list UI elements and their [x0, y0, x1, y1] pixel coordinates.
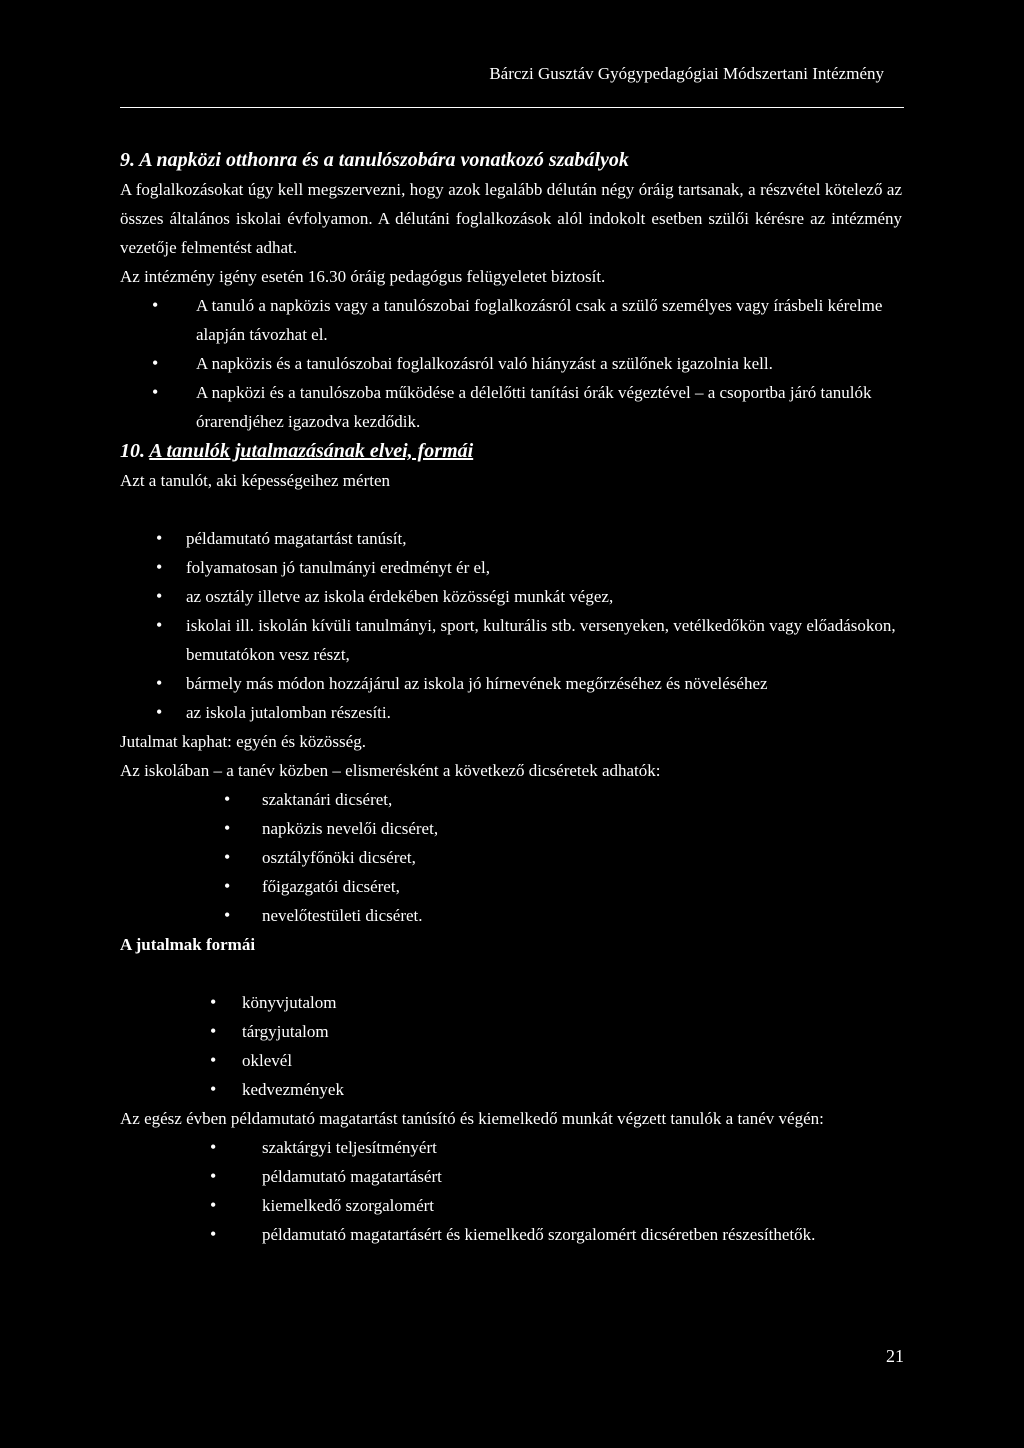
- list-item: • iskolai ill. iskolán kívüli tanulmányi, sport, kulturális stb. versenyeken, vetélkedőkön vagy előadásokon, bemutatókon vesz részt,: [186, 611, 902, 669]
- list-item: • oklevél: [242, 1046, 902, 1075]
- section-9-supervision: Az intézmény igény esetén 16.30 óráig pedagógus felügyeletet biztosít.: [120, 267, 606, 286]
- document-body: [120, 145, 902, 1249]
- section-9-rules: [120, 291, 900, 436]
- praise-list: [120, 785, 902, 930]
- list-item: • szaktárgyi teljesítményért: [262, 1133, 902, 1162]
- list-item: • kiemelkedő szorgalomért: [262, 1191, 902, 1220]
- list-item: • napközis nevelői dicséret,: [262, 814, 902, 843]
- section-10-title: A tanulók jutalmazásának elvei, formái: [149, 440, 474, 462]
- list-item: • az iskola jutalomban részesíti.: [186, 698, 902, 727]
- section-9-paragraph: A foglalkozásokat úgy kell megszervezni, hogy azok legalább délután négy óráig tartsanak, a részvétel kötelező az összes általános iskolai évfolyamon. A délutáni foglalkozások alól indokolt esetben szülői kérésre az intézmény vezetője felmentést adhat.: [120, 180, 902, 257]
- section-10-intro: Azt a tanulót, aki képességeihez mérten: [120, 471, 390, 490]
- reward-forms-list: [120, 988, 902, 1104]
- section-9-number: 9.: [120, 149, 135, 171]
- list-item: • folyamatosan jó tanulmányi eredményt ér el,: [186, 553, 902, 582]
- reward-forms-heading: A jutalmak formái: [120, 935, 256, 954]
- list-item: • kedvezmények: [242, 1075, 902, 1104]
- list-item: • az osztály illetve az iskola érdekében közösségi munkát végez,: [186, 582, 902, 611]
- list-item: • tárgyjutalom: [242, 1017, 902, 1046]
- list-item: • A napközi és a tanulószoba működése a délelőtti tanítási órák végeztével – a csoportba járó tanulók órarendjéhez igazodva kezdődik.: [196, 378, 900, 436]
- list-item: • főigazgatói dicséret,: [262, 872, 902, 901]
- institution-name: Bárczi Gusztáv Gyógypedagógiai Módszertani Intézmény: [489, 64, 884, 83]
- page-header: [120, 60, 904, 88]
- list-item: • A napközis és a tanulószobai foglalkozásról való hiányzást a szülőnek igazolnia kell.: [196, 349, 900, 378]
- section-10-number: 10.: [120, 440, 145, 462]
- section-10-heading: [120, 436, 902, 466]
- list-item: • A tanuló a napközis vagy a tanulószobai foglalkozásról csak a szülő személyes vagy írásbeli kérelme alapján távozhat el.: [196, 291, 900, 349]
- header-divider: [120, 107, 904, 108]
- list-item: • osztályfőnöki dicséret,: [262, 843, 902, 872]
- yearend-intro: Az egész évben példamutató magatartást tanúsító és kiemelkedő munkát végzett tanulók a tanév végén:: [120, 1109, 824, 1128]
- list-item: • szaktanári dicséret,: [262, 785, 902, 814]
- page-number: 21: [886, 1346, 904, 1366]
- list-item: • könyvjutalom: [242, 988, 902, 1017]
- yearend-list: [120, 1133, 902, 1249]
- praise-intro: Az iskolában – a tanév közben – elismerésként a következő dicséretek adhatók:: [120, 761, 661, 780]
- reward-recipients: Jutalmat kaphat: egyén és közösség.: [120, 732, 366, 751]
- section-9-heading: [120, 145, 902, 175]
- list-item: • bármely más módon hozzájárul az iskola jó hírnevének megőrzéséhez és növeléséhez: [186, 669, 902, 698]
- reward-criteria-list: [120, 524, 902, 727]
- list-item: • példamutató magatartást tanúsít,: [186, 524, 902, 553]
- section-9-title: A napközi otthonra és a tanulószobára vonatkozó szabályok: [139, 149, 629, 171]
- list-item: • nevelőtestületi dicséret.: [262, 901, 902, 930]
- list-item: • példamutató magatartásért: [262, 1162, 902, 1191]
- list-item: • példamutató magatartásért és kiemelkedő szorgalomért dicséretben részesíthetők.: [262, 1220, 902, 1249]
